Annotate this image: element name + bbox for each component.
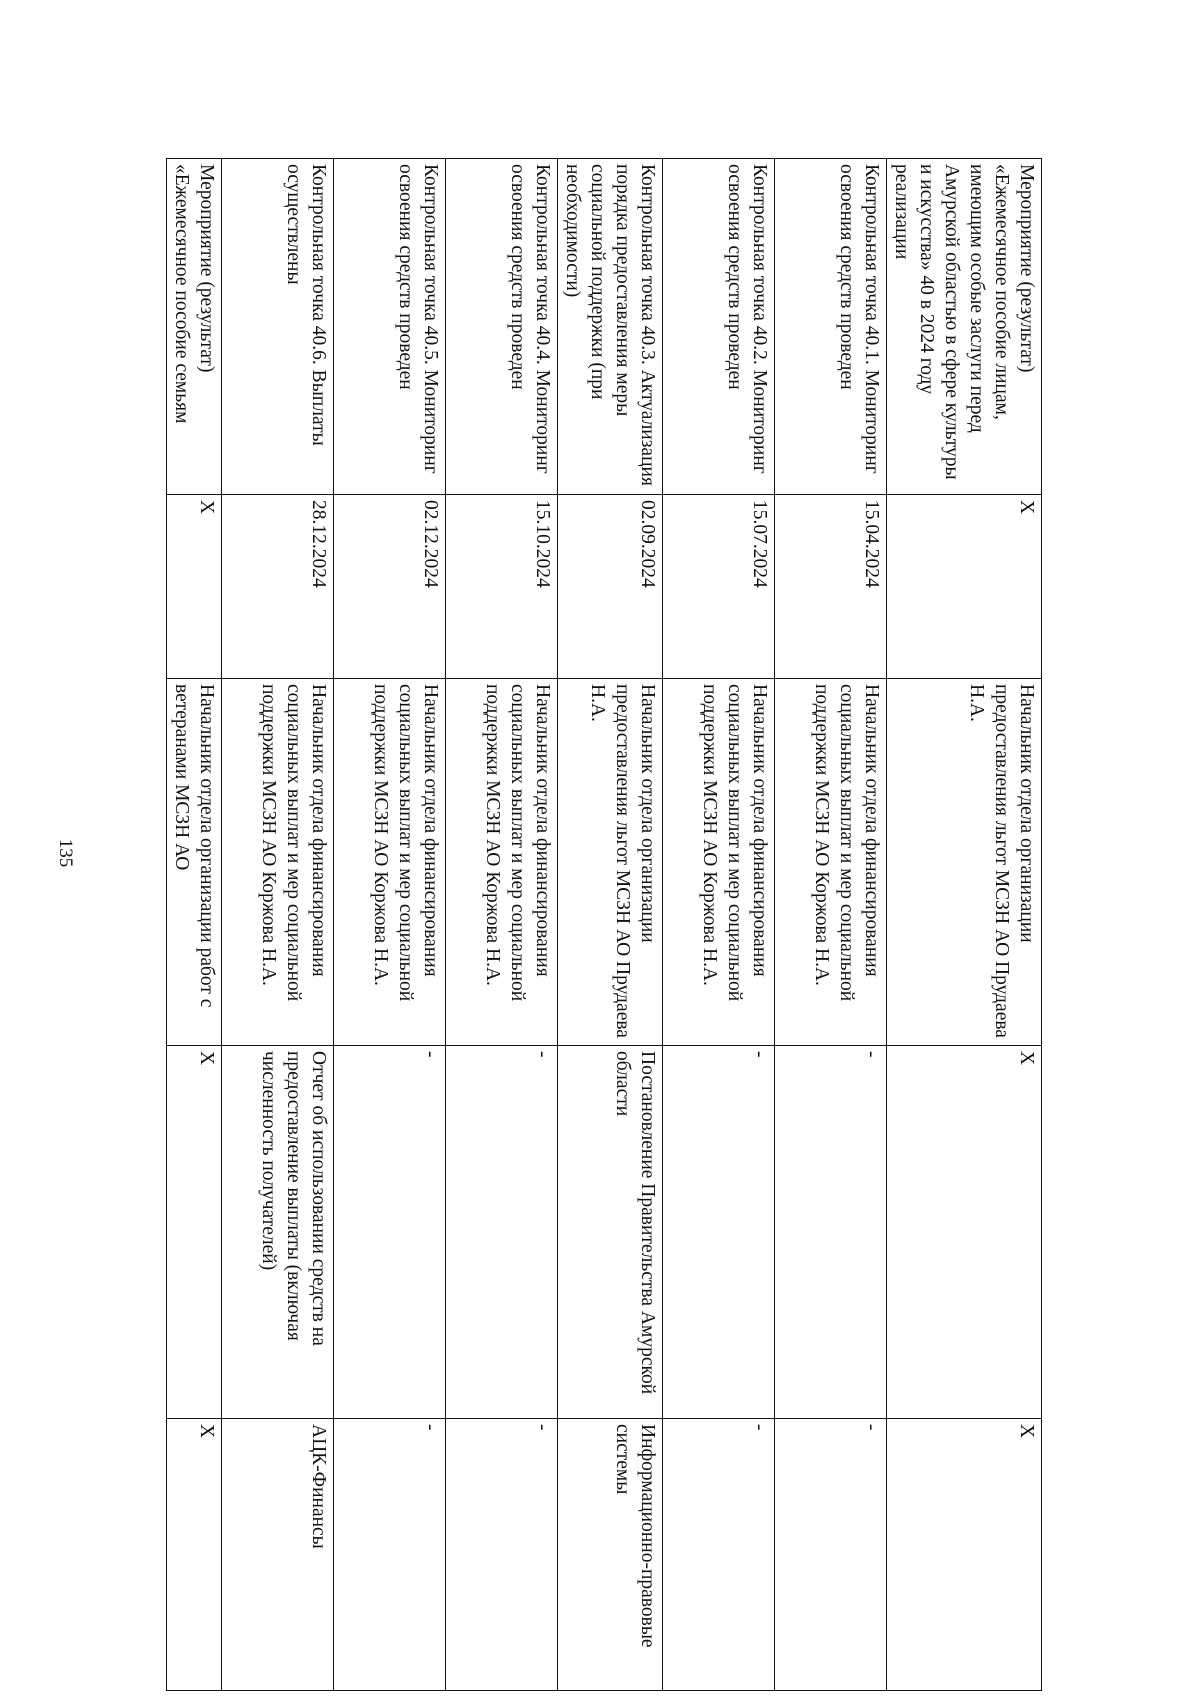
- cell-document: Отчет об использовании средств на предоставление выплаты (включая численность получателей): [222, 1046, 334, 1419]
- cell-responsible: Начальник отдела финансирования социальных выплат и мер социальной поддержки МСЗН АО Коржова Н.А.: [446, 679, 558, 1046]
- table-row: [775, 159, 887, 1691]
- cell-responsible: Начальник отдела финансирования социальных выплат и мер социальной поддержки МСЗН АО Коржова Н.А.: [775, 679, 887, 1046]
- cell-date: 15.10.2024: [446, 495, 558, 679]
- cell-document: -: [775, 1046, 887, 1419]
- cell-date: 28.12.2024: [222, 495, 334, 679]
- cell-measure-name: Контрольная точка 40.2. Мониторинг освоения средств проведен: [663, 159, 775, 495]
- cell-responsible: Начальник отдела организации предоставления льгот МСЗН АО Прудаева Н.А.: [558, 679, 663, 1046]
- cell-document: -: [334, 1046, 446, 1419]
- cell-date: X: [887, 495, 1042, 679]
- cell-measure-name: Мероприятие (результат) «Ежемесячное пособие семьям: [167, 159, 222, 495]
- cell-measure-name: Контрольная точка 40.4. Мониторинг освоения средств проведен: [446, 159, 558, 495]
- cell-measure-name: Контрольная точка 40.1. Мониторинг освоения средств проведен: [775, 159, 887, 495]
- cell-info-system: АЦК-Финансы: [222, 1419, 334, 1691]
- table-row: [663, 159, 775, 1691]
- cell-measure-name: Контрольная точка 40.3. Актуализация порядка предоставления меры социальной поддержки (при необходимости): [558, 159, 663, 495]
- cell-responsible: Начальник отдела организации работ с ветеранами МСЗН АО: [167, 679, 222, 1046]
- table-row: [446, 159, 558, 1691]
- cell-document: X: [887, 1046, 1042, 1419]
- cell-info-system: -: [663, 1419, 775, 1691]
- table-row: [334, 159, 446, 1691]
- cell-measure-name: Контрольная точка 40.5. Мониторинг освоения средств проведен: [334, 159, 446, 495]
- table-row: [558, 159, 663, 1691]
- cell-info-system: X: [887, 1419, 1042, 1691]
- cell-date: 02.09.2024: [558, 495, 663, 679]
- cell-responsible: Начальник отдела финансирования социальных выплат и мер социальной поддержки МСЗН АО Коржова Н.А.: [222, 679, 334, 1046]
- table-row: [167, 159, 222, 1691]
- cell-measure-name: Мероприятие (результат) «Ежемесячное пособие лицам, имеющим особые заслуги перед Амурской областью в сфере культуры и искусства» 40 в 2024 году реализации: [887, 159, 1042, 495]
- cell-responsible: Начальник отдела организации предоставления льгот МСЗН АО Прудаева Н.А.: [887, 679, 1042, 1046]
- cell-measure-name: Контрольная точка 40.6. Выплаты осуществлены: [222, 159, 334, 495]
- cell-document: X: [167, 1046, 222, 1419]
- plan-table: [166, 158, 1042, 1691]
- cell-document: Постановление Правительства Амурской области: [558, 1046, 663, 1419]
- cell-info-system: -: [446, 1419, 558, 1691]
- cell-date: X: [167, 495, 222, 679]
- cell-date: 15.07.2024: [663, 495, 775, 679]
- page-number: 135: [55, 838, 76, 868]
- cell-document: -: [446, 1046, 558, 1419]
- cell-info-system: -: [775, 1419, 887, 1691]
- cell-responsible: Начальник отдела финансирования социальных выплат и мер социальной поддержки МСЗН АО Коржова Н.А.: [334, 679, 446, 1046]
- table-row: [222, 159, 334, 1691]
- plan-table-frame: [171, 158, 1042, 1690]
- cell-responsible: Начальник отдела финансирования социальных выплат и мер социальной поддержки МСЗН АО Коржова Н.А.: [663, 679, 775, 1046]
- cell-info-system: Информационно-правовые системы: [558, 1419, 663, 1691]
- table-row: [887, 159, 1042, 1691]
- cell-info-system: -: [334, 1419, 446, 1691]
- cell-date: 15.04.2024: [775, 495, 887, 679]
- cell-document: -: [663, 1046, 775, 1419]
- cell-date: 02.12.2024: [334, 495, 446, 679]
- cell-info-system: X: [167, 1419, 222, 1691]
